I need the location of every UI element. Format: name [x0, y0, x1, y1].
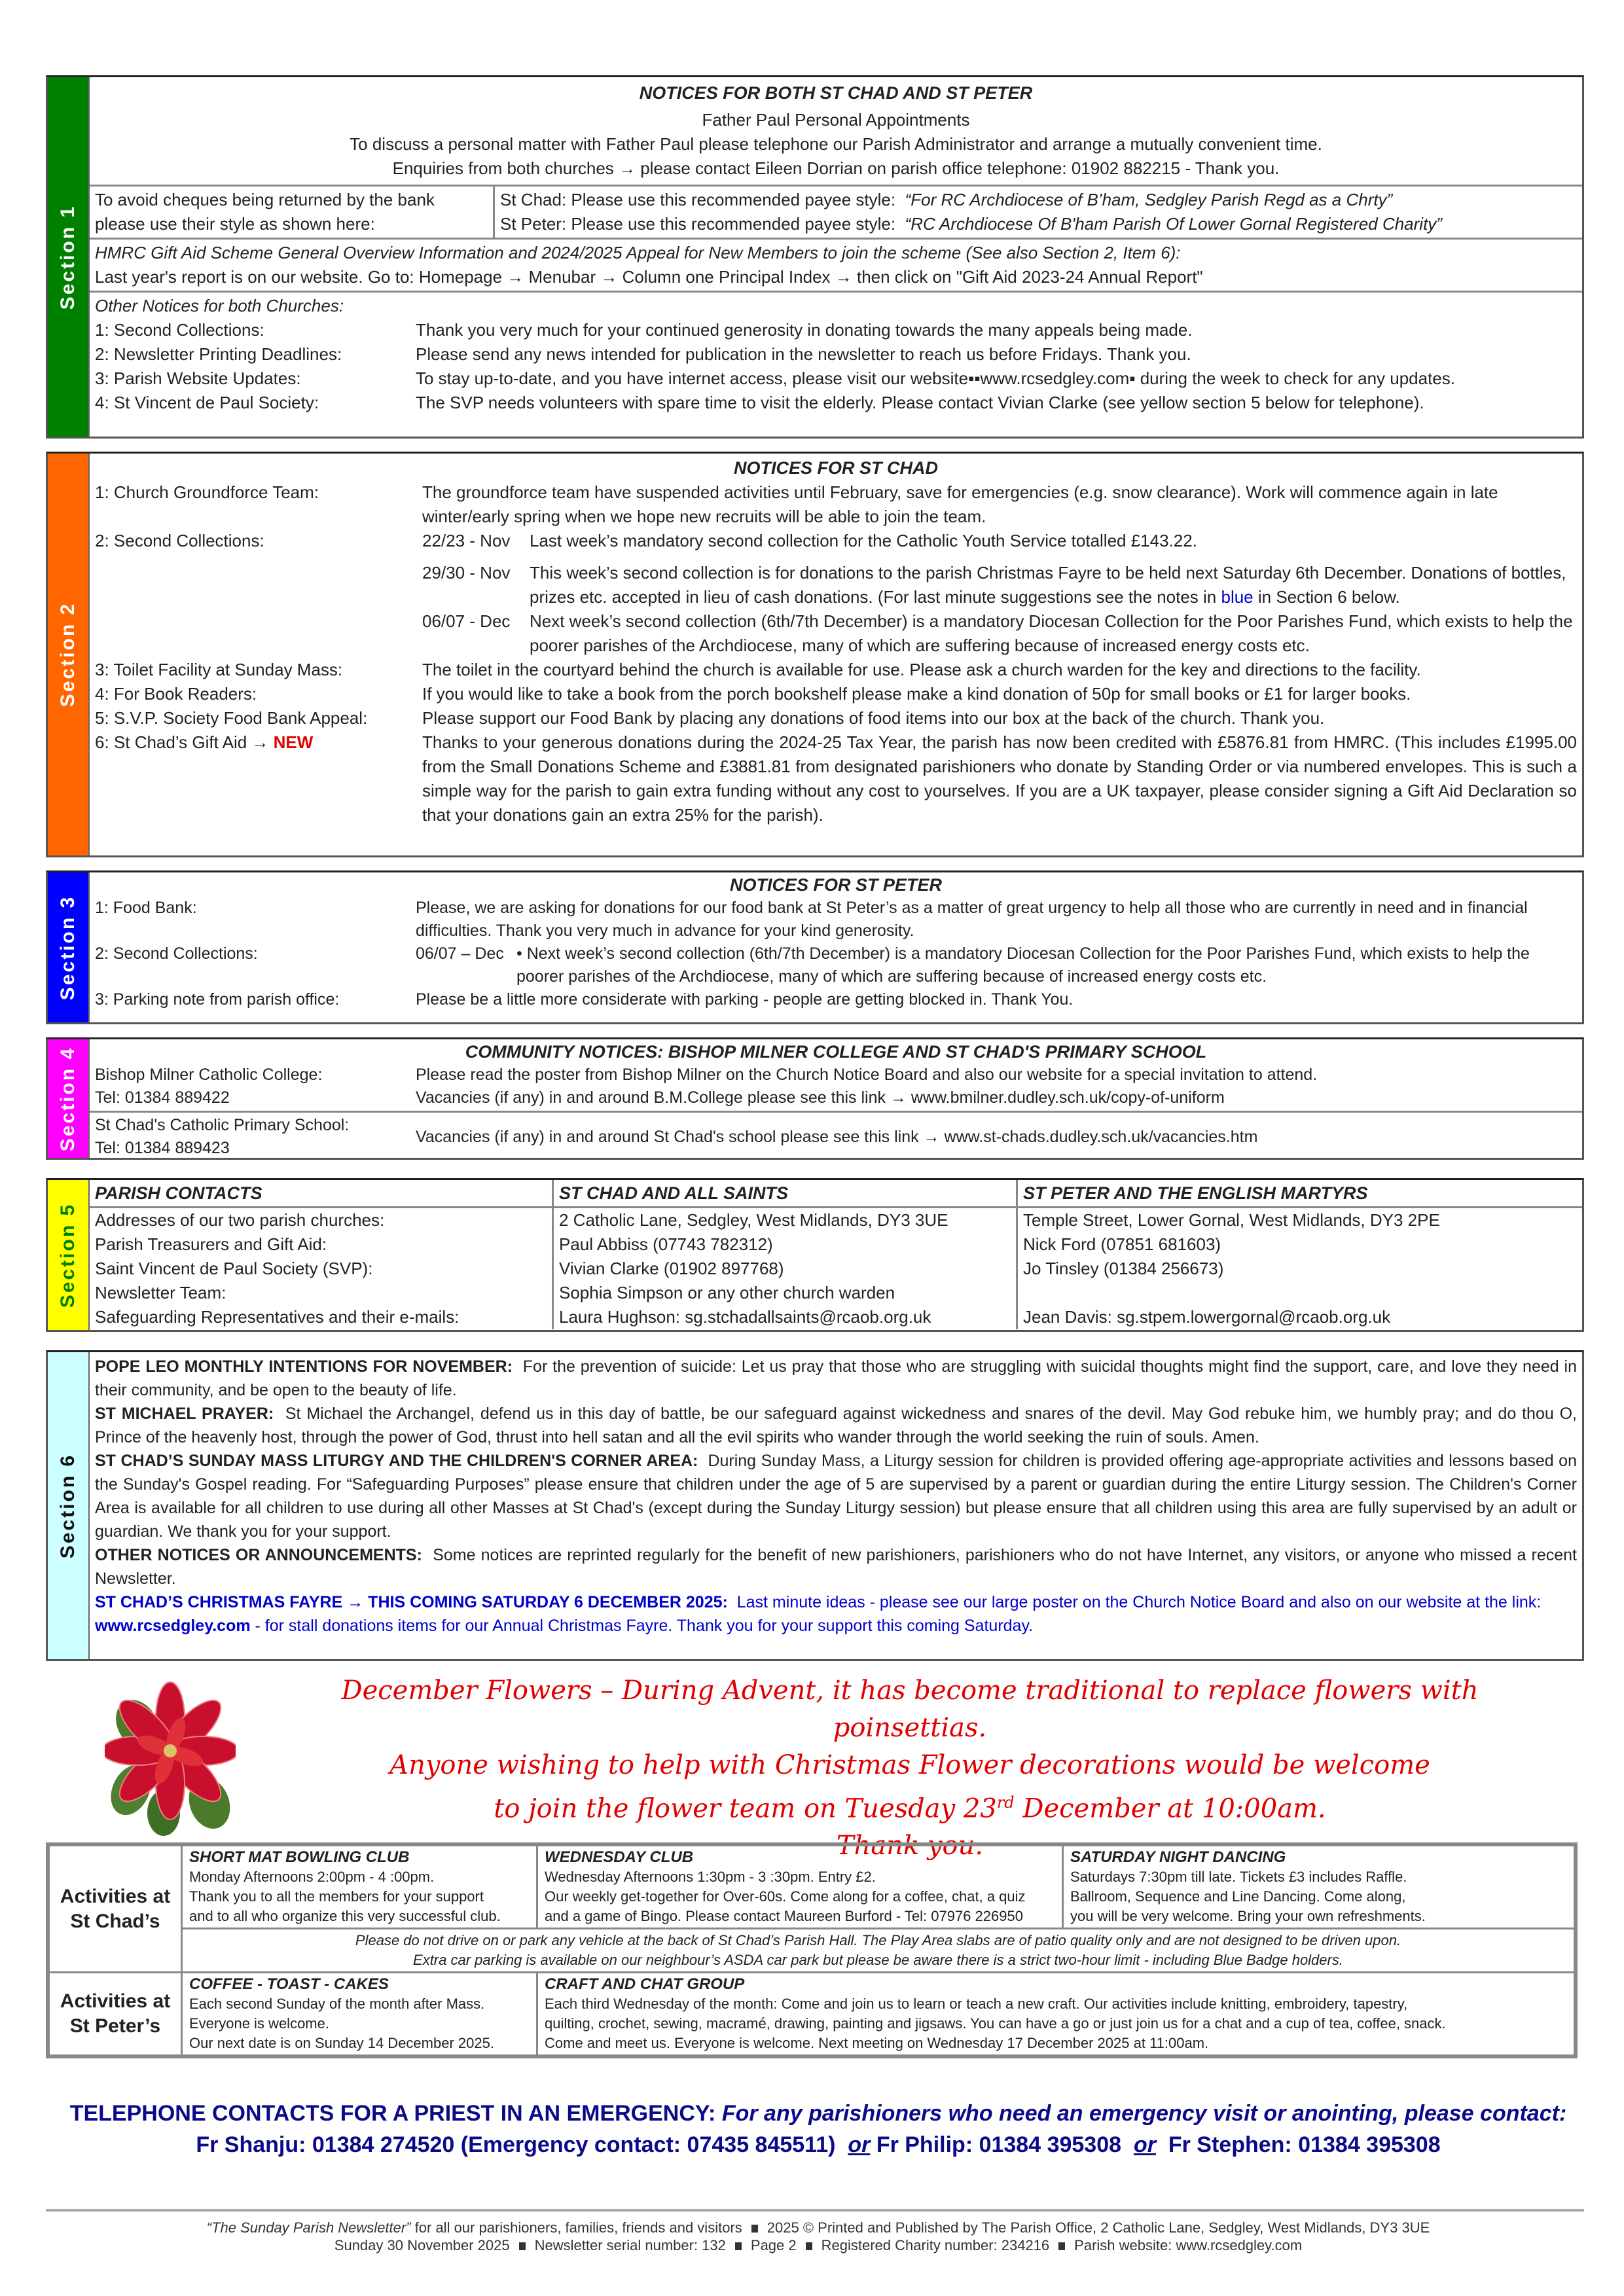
section-6-label: Section 6 — [57, 1453, 79, 1558]
st-michael-prayer: ST MICHAEL PRAYER: St Michael the Archangel, defend us in this day of battle, be our safeguard against wickedness and snares of the devil. May God rebuke him, we humbly pray; and do thou O, Prince of the heavenly host, through the power of God, thrust into hell satan and all the evil spirits who wander through the world seeking the ruin of souls. Amen. — [95, 1405, 1577, 1446]
section-4-title: COMMUNITY NOTICES: BISHOP MILNER COLLEGE AND ST CHAD'S PRIMARY SCHOOL — [465, 1042, 1207, 1062]
parking-note-2: Extra car parking is available on our neighbour’s ASDA car park but please be aware there is a strict two-hour limit - including Blue Badge holders. — [413, 1952, 1343, 1968]
section-3-title: NOTICES FOR ST PETER — [729, 875, 943, 895]
school-name: St Chad's Catholic Primary School: — [95, 1116, 350, 1134]
contacts-header-row — [90, 1180, 1582, 1208]
contacts-row: Newsletter Team: Sophia Simpson or any other church warden — [90, 1281, 1582, 1305]
flowers-line-2: Anyone wishing to help with Christmas Flower decorations would be welcome — [389, 1750, 1430, 1780]
appointments-title: Father Paul Personal Appointments — [702, 110, 970, 130]
section-3-bar — [48, 872, 90, 1022]
other-notice: 2: Newsletter Printing Deadlines: Please send any news intended for publication in the newsletter to reach us before Fridays. Thank you. — [95, 344, 1191, 364]
contacts-row: Addresses of our two parish churches: 2 Catholic Lane, Sedgley, West Midlands, DY3 3UE Temple Street, Lower Gornal, West Midlands, DY3 2PE — [90, 1208, 1582, 1233]
activities-table — [46, 1842, 1578, 2058]
section-5 — [46, 1178, 1584, 1332]
other-notice: 1: Second Collections: Thank you very much for your continued generosity in donating towards the many appeals being made. — [95, 320, 1193, 340]
december-flowers — [105, 1672, 1558, 1861]
college-notice: Please read the poster from Bishop Milner on the Church Notice Board and also our website for a special invitation to attend. — [416, 1066, 1318, 1084]
section-1-label: Section 1 — [57, 204, 79, 310]
notice-groundforce: 1: Church Groundforce Team: The groundforce team have suspended activities until February, save for emergencies (e.g. snow clearance). Work will commence again in late winter/early spring when we hope new recruits will be able to join the team. — [95, 482, 1498, 526]
section-5-bar — [48, 1180, 90, 1330]
college-vacancies-link[interactable]: Vacancies (if any) in and around B.M.College please see this link → www.bmilner.dudley.sch.uk/copy-of-uniform — [416, 1088, 1225, 1107]
flowers-line-1: December Flowers – During Advent, it has become traditional to replace flowers with poinsettias. — [341, 1676, 1479, 1743]
section-3-label: Section 3 — [57, 895, 79, 1000]
footer-website-link[interactable]: Parish website: www.rcsedgley.com — [1074, 2237, 1303, 2253]
other-notice: 4: St Vincent de Paul Society: The SVP needs volunteers with spare time to visit the elderly. Please contact Vivian Clarke (see yellow section 5 below for telephone). — [95, 393, 1424, 412]
notice-parking: 3: Parking note from parish office: Please be a little more considerate with parking - people are getting blocked in. Thank You. — [95, 990, 1074, 1009]
liturgy-notice: ST CHAD’S SUNDAY MASS LITURGY AND THE CHILDREN'S CORNER AREA: During Sunday Mass, a Liturgy session for children is provided offering age-appropriate activities and lessons based on the Sunday's Gospel reading. For “Safeguarding Purposes” please ensure that children under the age of 5 are supervised by a parent or guardian during the entire Liturgy session. The Children's Corner Area is available for all children to use during all other Masses at St Chad's (except during the Sunday Liturgy session) but please ensure that all children using this area are fully supervised by an adult or guardian. We thank you for your support. — [95, 1452, 1577, 1541]
pope-intentions: POPE LEO MONTHLY INTENTIONS FOR NOVEMBER: For the prevention of suicide: Let us pray that those who are struggling with suicidal thoughts might find the support, care, and love they need in their community, and be open to the beauty of life. — [95, 1357, 1577, 1399]
other-announcements: OTHER NOTICES OR ANNOUNCEMENTS: Some notices are reprinted regularly for the benefit of new parishioners, parishioners who do not have Internet, any visitors, or anyone who missed a recent Newsletter. — [95, 1546, 1577, 1588]
section-3 — [46, 870, 1584, 1024]
flowers-line-4: Thank you. — [836, 1831, 984, 1861]
parking-note-row — [49, 1929, 1575, 1973]
section-6 — [46, 1350, 1584, 1661]
cheques-note-2: please use their style as shown here: — [95, 214, 375, 234]
section-2-bar — [48, 454, 90, 855]
other-notice: 3: Parish Website Updates: To stay up-to-date, and you have internet access, please visit our website▪▪www.rcsedgley.com▪ during the week to check for any updates. — [95, 368, 1455, 388]
new-badge: NEW — [273, 732, 314, 752]
emergency-heading: TELEPHONE CONTACTS FOR A PRIEST IN AN EMERGENCY: For any parishioners who need an emergency visit or anointing, please contact: — [69, 2101, 1567, 2126]
section-2-title: NOTICES FOR ST CHAD — [733, 458, 938, 478]
st-chad-payee: St Chad: Please use this recommended payee style: “For RC Archdiocese of B’ham, Sedgley Parish Regd as a Chrty” — [500, 190, 1393, 209]
contacts-row: Saint Vincent de Paul Society (SVP): Vivian Clarke (01902 897768) Jo Tinsley (01384 256673) — [90, 1257, 1582, 1281]
emergency-priests: Fr Shanju: 01384 274520 (Emergency contact: 07435 845511) or Fr Philip: 01384 395308 or Fr Stephen: 01384 395308 — [196, 2132, 1441, 2157]
appointments-text: To discuss a personal matter with Father Paul please telephone our Parish Administrator and arrange a mutually convenient time. — [350, 134, 1322, 154]
emergency-contacts — [65, 2098, 1571, 2161]
section-1-title: NOTICES FOR BOTH ST CHAD AND ST PETER — [639, 83, 1033, 103]
footer-divider — [46, 2209, 1584, 2212]
school-tel: Tel: 01384 889423 — [95, 1139, 230, 1157]
contacts-header: ST PETER AND THE ENGLISH MARTYRS — [1017, 1180, 1583, 1208]
activity-card: COFFEE - TOAST - CAKES Each second Sunday of the month after Mass. Everyone is welcome. Our next date is on Sunday 14 December 2025. — [182, 1973, 537, 2056]
hmrc-report: Last year's report is on our website. Go to: Homepage → Menubar → Column one Principal Index → then click on "Gift Aid 2023-24 Annual Report" — [95, 267, 1203, 287]
notice-food-bank-appeal: 5: S.V.P. Society Food Bank Appeal: Please support our Food Bank by placing any donations of food items into our box at the back of the church. Thank you. — [95, 708, 1325, 728]
section-2-label: Section 2 — [57, 601, 79, 708]
college-tel: Tel: 01384 889422 — [95, 1088, 230, 1107]
christmas-fayre-notice: ST CHAD’S CHRISTMAS FAYRE → THIS COMING SATURDAY 6 DECEMBER 2025: Last minute ideas - please see our large poster on the Church Notice Board and also on our website at the link: www.rcsedgley.com - for stall donations items for our Annual Christmas Fayre. Thank you for your support this coming Saturday. — [95, 1593, 1542, 1635]
flowers-line-3: to join the flower team on Tuesday 23rd December at 10:00am. — [494, 1793, 1326, 1824]
enquiries-text: Enquiries from both churches → please contact Eileen Dorrian on parish office telephone: 01902 882215 - Thank you. — [392, 158, 1280, 178]
notice-book-readers: 4: For Book Readers: If you would like to take a book from the porch bookshelf please make a kind donation of 50p for small books or £1 for larger books. — [95, 684, 1411, 704]
footer — [65, 2219, 1571, 2254]
contacts-row: Safeguarding Representatives and their e-mails: Laura Hughson: sg.stchadallsaints@rcaob.org.uk Jean Davis: sg.stpem.lowergornal@rcaob.org.uk — [90, 1305, 1582, 1329]
website-link[interactable]: www.rcsedgley.com — [95, 1617, 251, 1635]
section-6-bar — [48, 1352, 90, 1659]
activity-card: WEDNESDAY CLUB Wednesday Afternoons 1:30pm - 3 :30pm. Entry £2. Our weekly get-together for Over-60s. Come along for a coffee, chat, a quiz and a game of Bingo. Please contact Maureen Burford - Tel: 07976 226950 — [537, 1846, 1063, 1929]
section-2 — [46, 452, 1584, 857]
parish-contacts-table — [90, 1180, 1582, 1329]
section-5-label: Section 5 — [57, 1202, 79, 1308]
notice-toilet: 3: Toilet Facility at Sunday Mass: The toilet in the courtyard behind the church is available for use. Please ask a church warden for the key and directions to the facility. — [95, 660, 1421, 679]
activity-card: CRAFT AND CHAT GROUP Each third Wednesday of the month: Come and join us to learn or teach a new craft. Our activities include knitting, embroidery, tapestry, quilting, crochet, sewing, macramé, drawing, painting and jigsaws. You can have a go or just join us for a chat and a cup of tea, coffee, snack. Come and meet us. Everyone is welcome. Next meeting on Wednesday 17 December 2025 at 11:00am. — [537, 1973, 1575, 2056]
notice-second-collections: 2: Second Collections: 22/23 - Nov Last week’s mandatory second collection for the Catholic Youth Service totalled £143.22. 29/30 - Nov This week’s second collection is for donations to the parish Christmas Fayre to be held next Saturday 6th December. Donations of bottles, prizes etc. accepted in lieu of cash donations. (For last minute suggestions see the notes in blue in Section 6 below. 06/07 - Dec Next week’s second collection (6th/7th December) is a mandatory Diocesan Collection for the Poor Parishes Fund, which exists to help the poorer parishes of the Archdiocese, many of which are suffering because of increased energy costs etc. — [95, 531, 1573, 655]
st-peter-payee: St Peter: Please use this recommended payee style: “RC Archdiocese Of B'ham Parish Of Lower Gornal Registered Charity” — [500, 214, 1442, 234]
poinsettia-image — [105, 1672, 236, 1836]
activities-row-peter — [49, 1973, 1575, 2056]
activities-chad-label: Activities at St Chad’s — [49, 1846, 182, 1973]
notice-second-collections-peter: 2: Second Collections: 06/07 – Dec • Next week’s second collection (6th/7th December) is a mandatory Diocesan Collection for the Poor Parishes Fund, which exists to help the poorer parishes of the Archdiocese, many of which are suffering because of increased energy costs etc. — [95, 944, 1530, 986]
parking-note-1: Please do not drive on or park any vehicle at the back of St Chad’s Parish Hall. The Play Area slabs are of patio quality only and are not designed to be driven upon. — [355, 1932, 1401, 1948]
section-4 — [46, 1037, 1584, 1160]
hmrc-title: HMRC Gift Aid Scheme General Overview Information and 2024/2025 Appeal for New Members to join the scheme (See also Section 2, Item 6): — [95, 243, 1181, 262]
contacts-row: Parish Treasurers and Gift Aid: Paul Abbiss (07743 782312) Nick Ford (07851 681603) — [90, 1232, 1582, 1257]
section-4-label: Section 4 — [57, 1046, 79, 1151]
section-4-bar — [48, 1039, 90, 1158]
college-name: Bishop Milner Catholic College: — [95, 1066, 323, 1084]
activities-row-chad — [49, 1846, 1575, 1929]
other-notices-title: Other Notices for both Churches: — [95, 296, 344, 315]
footer-line-2: Sunday 30 November 2025 Newsletter serial number: 132 Page 2 Registered Charity number: 234216 Parish website: www.rcsedgley.com — [334, 2237, 1303, 2253]
notice-food-bank: 1: Food Bank: Please, we are asking for donations for our food bank at St Peter’s as a matter of great urgency to help all those who are currently in need and in financial difficulties. Thank you very much in advance for your kind generosity. — [95, 899, 1528, 940]
section-1-bar — [48, 77, 90, 437]
school-vacancies-link[interactable]: Vacancies (if any) in and around St Chad's school please see this link → www.st-chads.dudley.sch.uk/vacancies.htm — [416, 1127, 1258, 1146]
activity-card: SHORT MAT BOWLING CLUB Monday Afternoons 2:00pm - 4 :00pm. Thank you to all the members for your support and to all who organize this very successful club. — [182, 1846, 537, 1929]
contacts-header: ST CHAD AND ALL SAINTS — [553, 1180, 1017, 1208]
contacts-header: PARISH CONTACTS — [90, 1180, 553, 1208]
section-1 — [46, 75, 1584, 439]
cheques-note-1: To avoid cheques being returned by the bank — [95, 190, 435, 209]
activity-card: SATURDAY NIGHT DANCING Saturdays 7:30pm till late. Tickets £3 includes Raffle. Ballroom, Sequence and Line Dancing. Come along, you will be very welcome. Bring your own refreshments. — [1063, 1846, 1575, 1929]
activities-peter-label: Activities at St Peter’s — [49, 1973, 182, 2056]
notice-gift-aid: 6: St Chad’s Gift Aid → NEW Thanks to your generous donations during the 2024-25 Tax Year, the parish has now been credited with £5876.81 from HMRC. (This includes £1995.00 from the Small Donations Scheme and £3881.81 from designated parishioners who donate by Standing Order or via numbered envelopes. This is such a simple way for the parish to gain extra funding without any cost to yourselves. If you are a UK taxpayer, please consider signing a Gift Aid Declaration so that your donations gain an extra 25% for the parish). — [95, 732, 1577, 825]
footer-line-1: “The Sunday Parish Newsletter” for all our parishioners, families, friends and visitors 2025 © Printed and Published by The Parish Office, 2 Catholic Lane, Sedgley, West Midlands, DY3 3UE — [206, 2219, 1430, 2236]
